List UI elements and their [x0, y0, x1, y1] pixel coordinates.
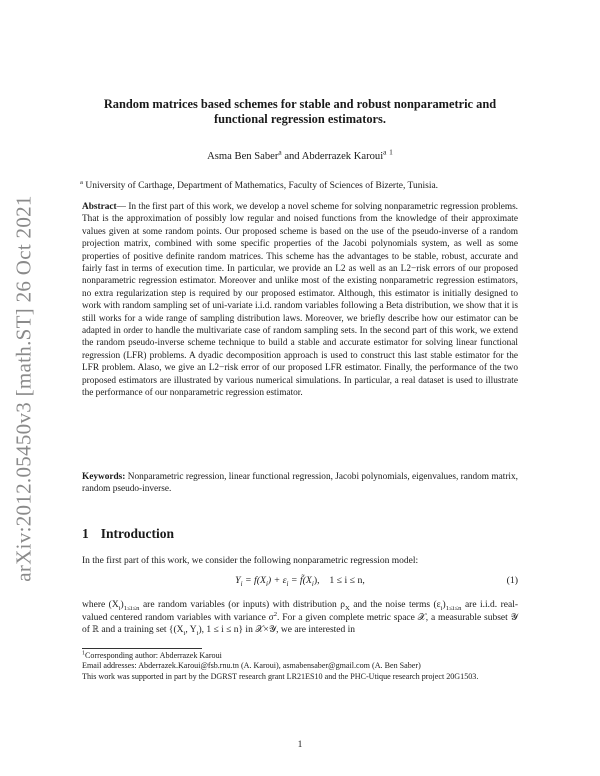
footnote-text: Corresponding author: Abderrazek Karoui [85, 651, 222, 660]
affiliation [80, 178, 520, 191]
section-title: Introduction [100, 526, 175, 541]
text-run: and the noise terms (ε [349, 600, 441, 610]
footnote-rule [82, 648, 202, 649]
title-line-2: functional regression estimators. [214, 112, 386, 126]
equation-subscript: i [265, 580, 268, 588]
author-name: Asma Ben Saber [207, 151, 279, 162]
math-subscript: i [440, 604, 443, 612]
affiliation-marker: a [278, 147, 282, 157]
keywords-text: Nonparametric regression, linear functional regression, Jacobi polynomials, eigenvalues, random matrix, random pseudo-inverse. [82, 472, 518, 495]
math-subscript: i [118, 604, 121, 612]
keywords-label: Keywords: [82, 472, 126, 482]
math-subscript: 1≤i≤n [445, 604, 462, 612]
footnote-corresponding [82, 651, 518, 661]
author-connector: and [284, 151, 300, 162]
text-run: where (X [82, 600, 119, 610]
text-run: ) [442, 600, 446, 610]
math-superscript: 2 [273, 610, 278, 618]
text-run: ), 1 ≤ i ≤ n} in 𝒳×𝒴, we are interested in [198, 625, 356, 636]
abstract-label: Abstract [82, 202, 117, 212]
affiliation-marker: a [383, 147, 387, 157]
footnote-support: This work was supported in part by the DGRST research grant LR21ES10 and the PHC-Utique research project 20G1503. [82, 671, 479, 681]
page-number: 1 [297, 740, 303, 750]
equation-1 [82, 575, 518, 591]
equation-subscript: i [240, 580, 243, 588]
equation-subscript: i [286, 580, 289, 588]
equation-term: ) + ε [267, 575, 287, 586]
text-run: ) [120, 600, 124, 610]
text-run: , Y [185, 625, 197, 636]
math-subscript: X [344, 604, 350, 612]
intro-paragraph [82, 599, 518, 637]
math-subscript: i [196, 630, 199, 638]
equation-number: (1) [506, 575, 518, 586]
equation-term: = f(X [244, 575, 266, 586]
text-run: are i.i.d. real-valued centered random variables with variance σ [82, 600, 518, 623]
text-run: . For a given complete metric space 𝒳, a measurable subset 𝒴 of ℝ and a training set {(X [82, 612, 519, 636]
math-subscript: i [183, 630, 186, 638]
equation-term: ), [313, 575, 320, 586]
text-run: are random variables (or inputs) with distribution ρ [139, 600, 345, 610]
equation-condition: 1 ≤ i ≤ n, [329, 575, 365, 586]
affiliation-marker: a [80, 178, 83, 186]
math-subscript: 1≤i≤n [123, 604, 140, 612]
abstract-text: In the first part of this work, we develop a novel scheme for solving nonparametric regression problems. That is the approximation of possibly low regular and noised functions from the knowledge of their approximate values given at some random points. Our proposed scheme is based on the use of the pseudo-inverse of a random projection matrix, combined with some specific properties of the Jacobi polynomials system, as well as some properties of positive definite random matrices. This scheme has the advantages to be stable, robust, accurate and fairly fast in terms of execution time. In particular, we provide an L2 as well as an L2−risk errors of our proposed nonparametric regression estimator. Moreover and unlike most of the existing nonparametric regression estimators, no extra regularization step is required by our proposed estimator. Although, this estimator is initially designed to work with random sampling set of uni-variate i.i.d. random variables following a Beta distribution, we show that it is still works for a wide range of sampling distribution laws. Moreover, we briefly describe how our estimator can be adapted in order to handle the multivariate case of random sampling sets. In the second part of this work, we extend the random pseudo-inverse scheme technique to build a stable and accurate estimator for solving linear functional regression (LFR) problems. A dyadic decomposition approach is used to construct this last stable estimator for the LFR problem. Alaso, we give an L2−risk error of our proposed LFR estimator. Finally, the performance of the two proposed estimators are illustrated by various numerical simulations. In particular, a real dataset is used to illustrate the performance of our nonparametric regression estimator. [82, 202, 519, 399]
paper-title [80, 97, 520, 127]
arxiv-stamp [4, 194, 44, 582]
equation-term: = f̃(X [288, 575, 312, 586]
affiliation-text: University of Carthage, Department of Mathematics, Faculty of Sciences of Bizerte, Tunisia. [85, 181, 439, 191]
section-heading [82, 526, 174, 542]
footnotes [82, 651, 518, 682]
footnote-emails: Email addresses: Abderrazek.Karoui@fsb.rnu.tn (A. Karoui), asmabensaber@gmail.com (A. Ben Saber) [82, 661, 421, 671]
arxiv-identifier: arXiv:2012.05450v3 [math.ST] 26 Oct 2021 [11, 194, 36, 582]
equation-lhs: Y [235, 575, 241, 586]
equation-subscript: i [311, 580, 314, 588]
abstract [82, 201, 518, 400]
equation-body [82, 575, 518, 586]
author-name: Abderrazek Karoui [301, 151, 384, 162]
intro-first-line: In the first part of this work, we consider the following nonparametric regression model: [82, 556, 419, 566]
abstract-dash: — [116, 202, 129, 212]
author-list [80, 147, 520, 162]
footnote-marker: 1 [389, 147, 393, 157]
title-line-1: Random matrices based schemes for stable and robust nonparametric and [103, 97, 497, 111]
section-number: 1 [82, 526, 89, 541]
keywords [82, 471, 518, 496]
footnote-marker: 1 [82, 650, 85, 657]
